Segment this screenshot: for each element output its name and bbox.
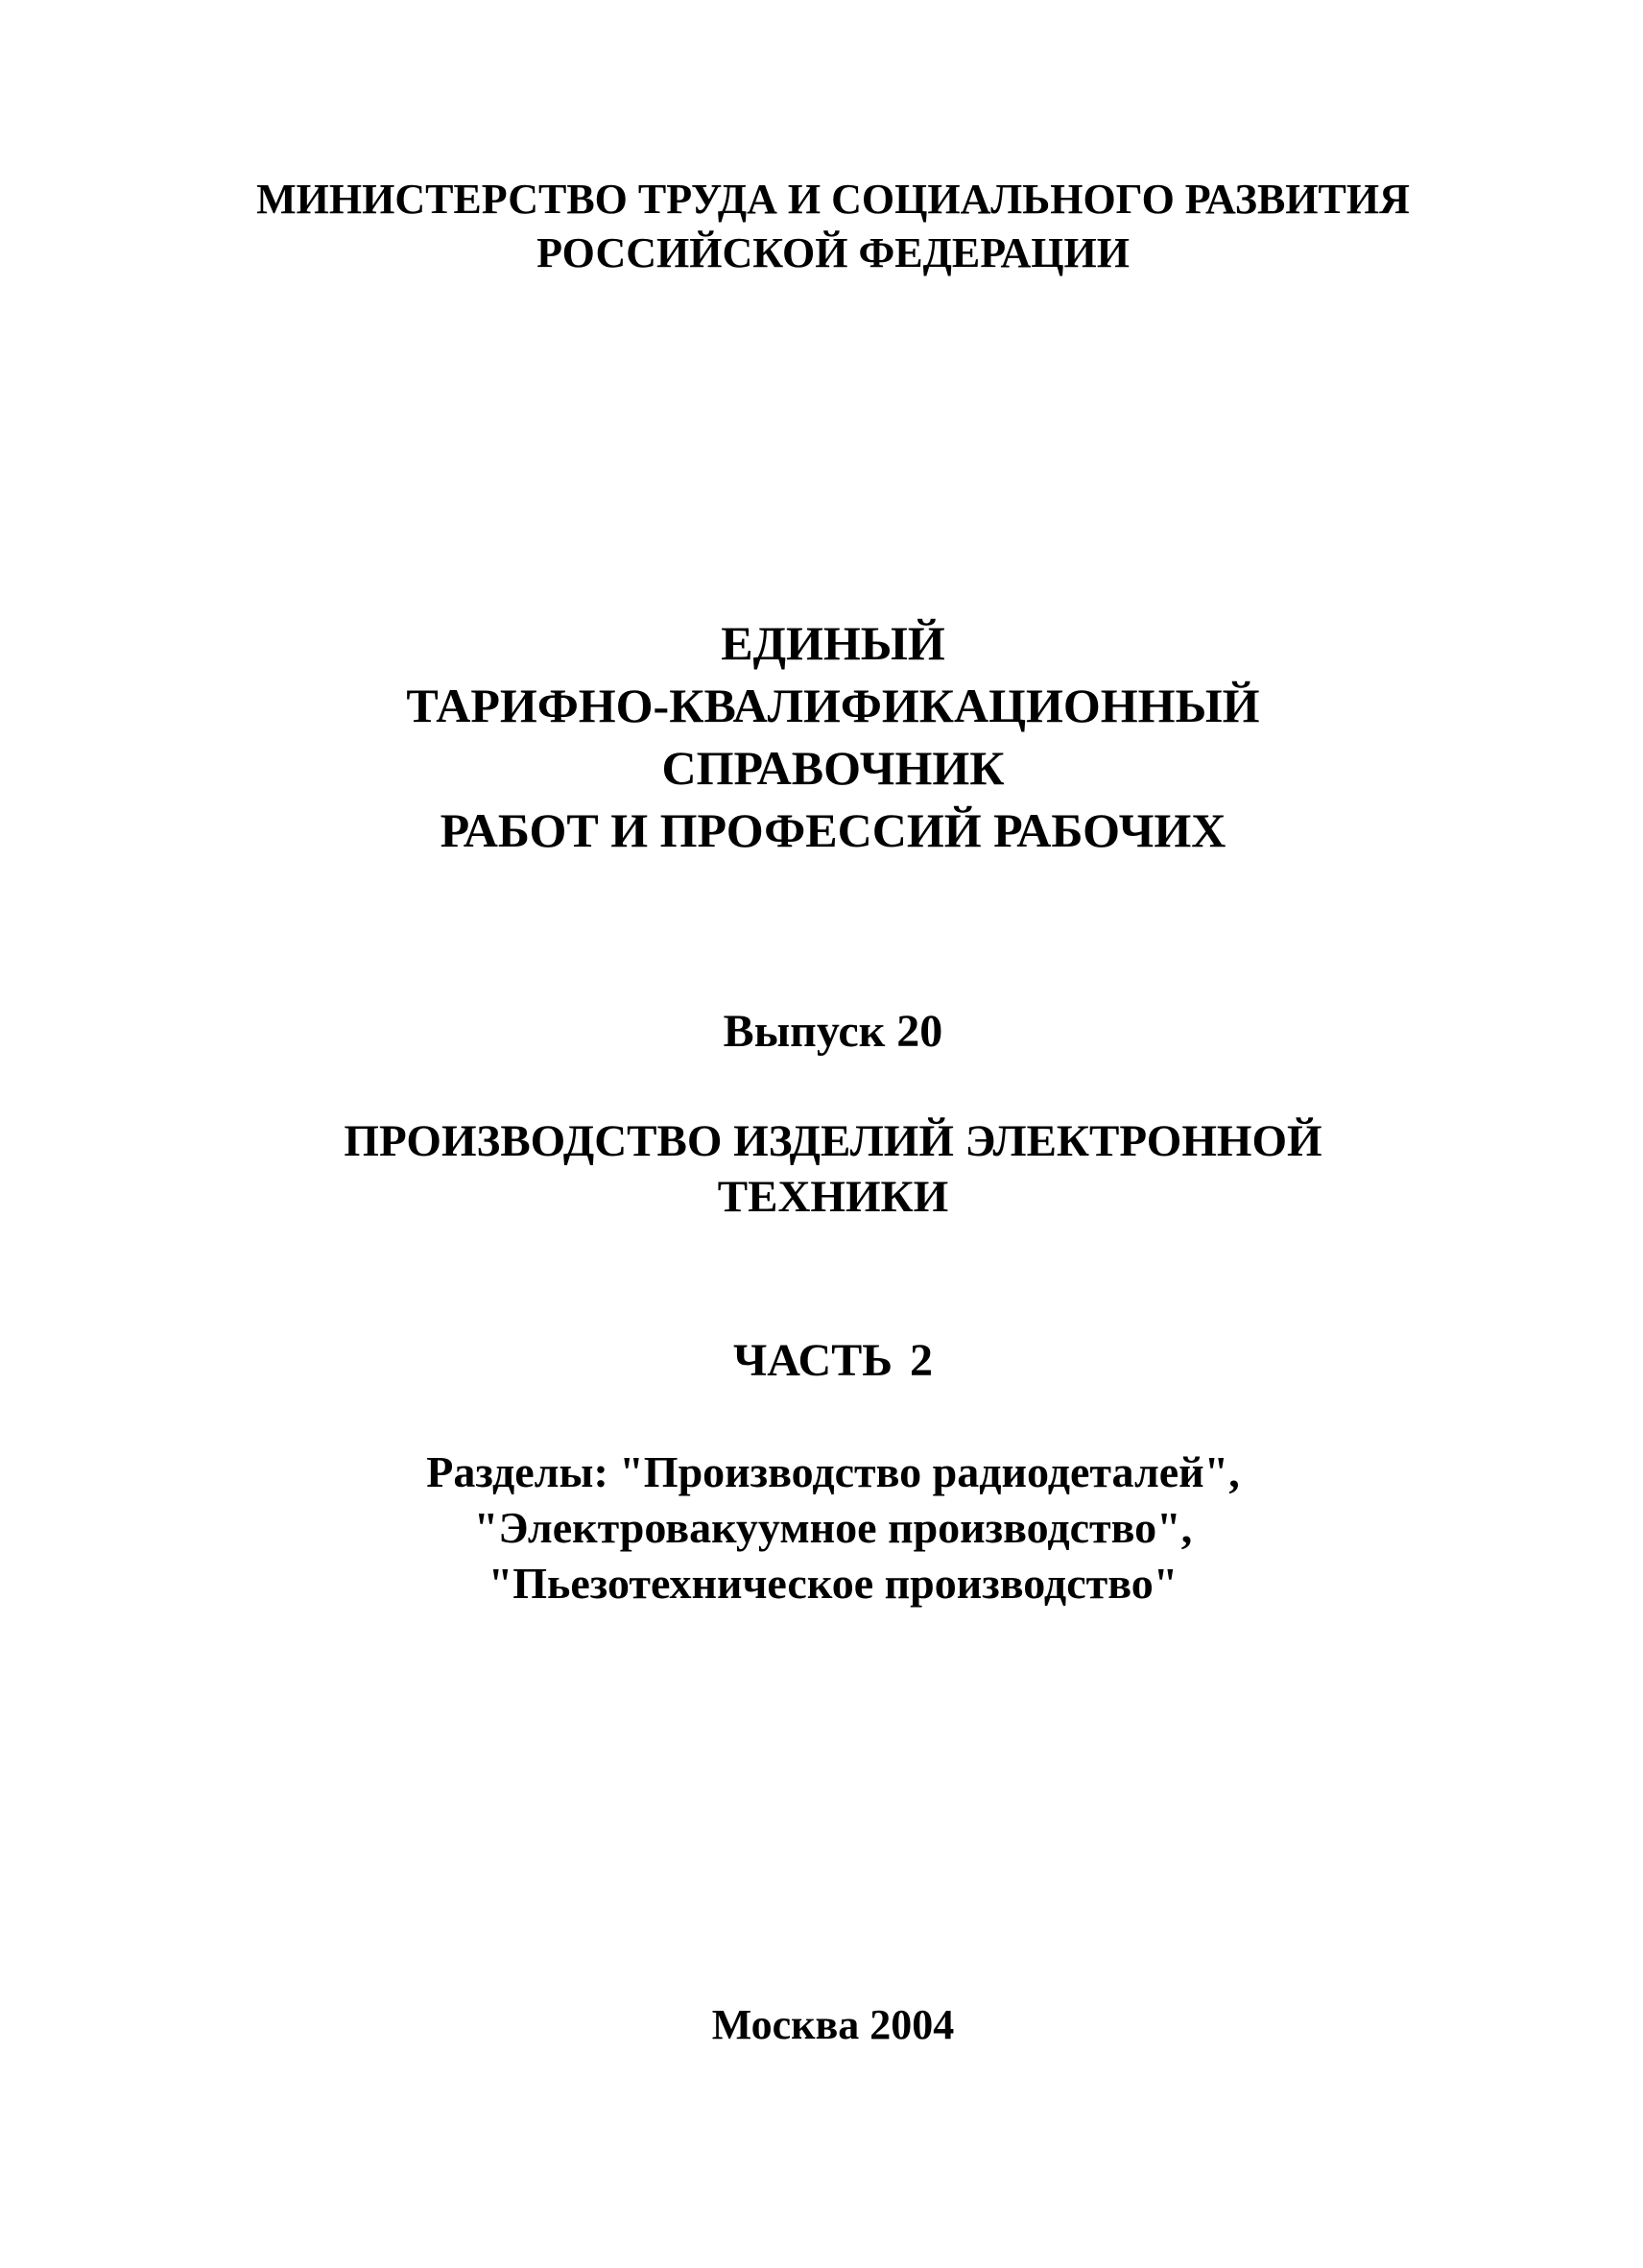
place-year: Москва 2004 [711,2001,955,2048]
subject-line-2: ТЕХНИКИ [717,1172,949,1222]
title-line-2: ТАРИФНО-КВАЛИФИКАЦИОННЫЙ [406,679,1260,732]
imprint [12,1998,1643,2052]
sections-line-1: Разделы: "Производство радиодеталей", [426,1447,1240,1496]
sections-line-3: "Пьезотехническое производство" [488,1559,1179,1608]
ministry-line-2: РОССИЙСКОЙ ФЕДЕРАЦИИ [536,229,1130,276]
document-title [12,612,1643,862]
issue-number [12,1003,1643,1061]
sections-line-2: "Электровакуумное производство", [473,1503,1193,1552]
issue-label: Выпуск 20 [723,1006,943,1057]
subject-line-1: ПРОИЗВОДСТВО ИЗДЕЛИЙ ЭЛЕКТРОННОЙ [344,1116,1322,1166]
part-number: 2 [909,1335,933,1386]
title-line-3: СПРАВОЧНИК [661,741,1005,795]
part-label: ЧАСТЬ [733,1335,893,1386]
part-line [12,1332,1643,1390]
title-line-1: ЕДИНЫЙ [721,616,945,670]
title-line-4: РАБОТ И ПРОФЕССИЙ РАБОЧИХ [440,803,1226,857]
sections-list [12,1444,1643,1611]
subject-heading [12,1113,1643,1225]
part-heading [12,1332,1643,1390]
ministry-line-1: МИНИСТЕРСТВО ТРУДА И СОЦИАЛЬНОГО РАЗВИТИЯ [256,176,1410,223]
ministry-header [12,173,1643,280]
